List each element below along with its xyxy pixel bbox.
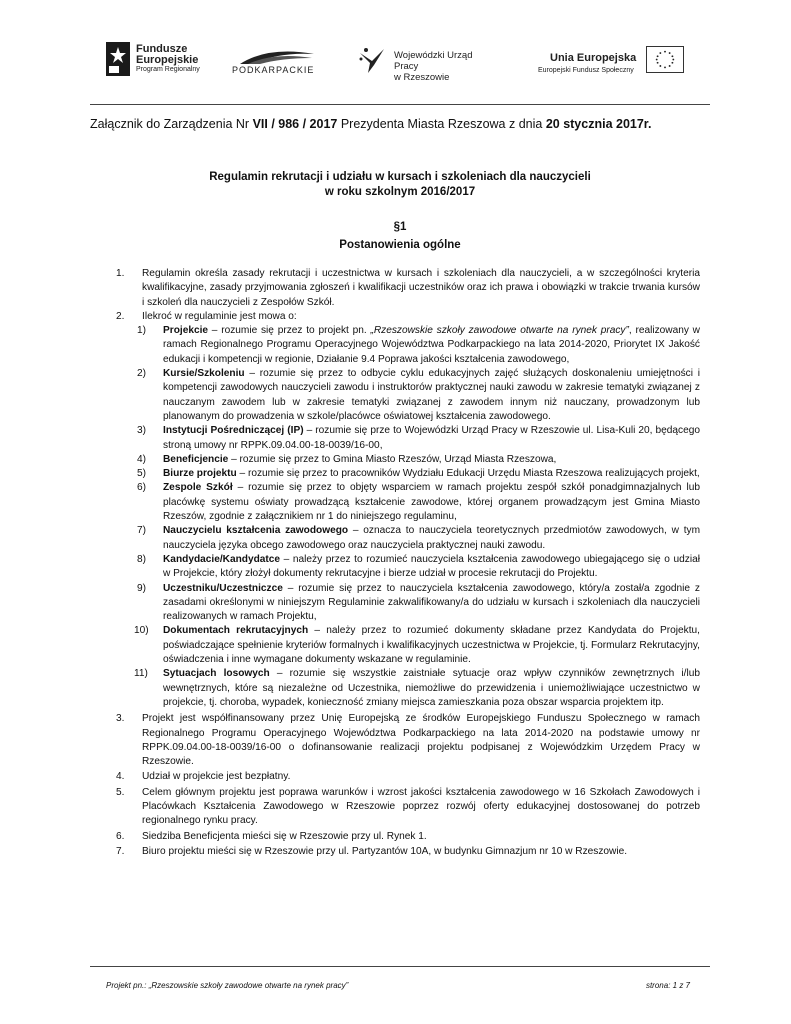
bird-icon [358,45,386,75]
header-logos [106,40,686,83]
fundusze-europejskie-logo [106,40,216,80]
footer-divider [90,966,710,967]
list-item: 6. Siedziba Beneficjenta mieści się w Rzeszowie przy ul. Rynek 1. [116,830,427,842]
section-heading: §1 Postanowienia ogólne [339,221,461,251]
document-title: Regulamin rekrutacji i udziału w kursach i szkoleniach dla nauczycieli w roku szkolnym 2016/2017 [209,171,591,198]
footer-project: Projekt pn.: „Rzeszowskie szkoły zawodowe otwarte na rynek pracy” [106,981,349,990]
header-divider [90,104,710,105]
definition-item: 5) Biurze projektu – rozumie się przez to pracowników Wydziału Edukacji Urzędu Miasta Rzeszowa realizujących projekt, [137,468,700,480]
footer-page-number: strona: 1 z 7 [645,981,690,990]
definition-item: 4) Beneficjencie – rozumie się przez to Gmina Miasto Rzeszów, Urząd Miasta Rzeszowa, [137,453,557,465]
definition-item: 6) Zespole Szkół – rozumie się przez to objęty wsparciem w ramach projektu zespół szkół ponadgimnazjalnych lub placówkę systemu oświaty prowadzącą kształcenie zawodowe, której organem prowadzącym jest Gmina Miasto Rzeszów, zgodnie z załącznikiem nr 1 do niniejszego regulaminu, [137,482,700,523]
definition-item: 11) Sytuacjach losowych – rozumie się wszystkie zaistniałe sytuacje oraz wpływ czynników zewnętrznych i/lub wewnętrznych, które są niezależne od Uczestnika, niemożliwe do przewidzenia i uniemożliwiające uczestnictwo w projekcie, tj. choroba, wypadek, konieczność zmiany miejsca zamieszkania poza obszar wsparcia projektem itp. [134,668,700,708]
eu-flag-icon [646,46,684,73]
podkarpackie-logo [232,40,322,80]
ue-title: Unia Europejska [550,52,637,64]
podkarpackie-text: PODKARPACKIE [232,65,315,75]
definition-item: 1) Projekcie – rozumie się przez to projekt pn. „Rzeszowskie szkoły zawodowe otwarte na rynek pracy”, realizowany w ramach Regionalnego Programu Operacyjnego Województwa Podkarpackiego na lata 2014-2020, Priorytet IX Jakość edukacji i kompetencji w regionie, Działanie 9.4 Poprawa jakości kształcenia zawodowego, [137,325,700,365]
definition-item: 2) Kursie/Szkoleniu – rozumie się przez to odbycie cyklu edukacyjnych zajęć służących doskonaleniu umiejętności i kompetencji zawodowych nauczycieli zawodu i instruktorów praktycznej nauki zawodu w zakresie tematyki związanej z nauczanym zawodem lub w zakresie tematyki związanej z zawodem innym niż nauczany, prowadzonym lub planowanym do prowadzenia w szkole/placówce oświatowej kształcenia zawodowego. [137,368,700,422]
list-item: 2. Ilekroć w regulaminie jest mowa o: [116,310,297,322]
mountain-icon [238,44,316,66]
regulation-body [116,267,700,859]
list-item: 1. Regulamin określa zasady rekrutacji i uczestnictwa w kursach i szkoleniach dla nauczycieli, a w szczególności kryteria kwalifikacyjne, zasady przyjmowania zgłoszeń i kwalifikacji uczestników oraz ich prawa i obowiązki w trakcie trwania kursów i szkoleń dla nauczycieli z Zespołów Szkół. [116,268,700,308]
definition-item: 10) Dokumentach rekrutacyjnych – należy przez to rozumieć dokumenty składane przez Kandydata do Projektu, poświadczające spełnienie kryteriów formalnych i kwalifikacyjnych uczestnictwa w Projekcie, tj. Formularz Rekrutacyjny, oświadczenia i inne wymagane dokumenty wskazane w regulaminie. [134,625,700,666]
list-item: 7. Biuro projektu mieści się w Rzeszowie przy ul. Partyzantów 10A, w budynku Gimnazjum nr 10 w Rzeszowie. [116,845,628,857]
fe-title: Fundusze Europejskie [136,43,199,66]
list-item: 4. Udział w projekcie jest bezpłatny. [116,771,291,783]
ue-subtitle: Europejski Fundusz Społeczny [538,67,634,74]
fe-subtitle: Program Regionalny [136,66,200,73]
list-item: 5. Celem głównym projektu jest poprawa warunków i wzrost jakości kształcenia zawodowego w 16 Szkołach Zawodowych i Placówkach Kształcenia Zawodowego w Rzeszowie poprzez rozwój oferty edukacyjnej dostosowanej do potrzeb regionalnego rynku pracy. [116,786,700,827]
fe-star-icon [106,42,130,76]
definition-item: 8) Kandydacie/Kandydatce – należy przez to rozumieć nauczyciela kształcenia zawodowego ubiegającego się o udział w Projekcie, który złożył dokumenty rekrutacyjne i bierze udział w procesie rekrutacji do Projektu. [137,553,700,580]
annex-line: Załącznik do Zarządzenia Nr VII / 986 / 2017 Prezydenta Miasta Rzeszowa z dnia 20 stycznia 2017r. [90,117,652,131]
list-item: 3. Projekt jest współfinansowany przez Unię Europejską ze środków Europejskiego Funduszu Społecznego w ramach Regionalnego Programu Operacyjnego Województwa Podkarpackiego na lata 2014-2020 na podstawie umowy nr RPPK.09.04.00-18-0039/16-00 o dofinansowanie realizacji projektu podpisanej z Wojewódzkim Urzędem Pracy w Rzeszowie. [116,713,700,768]
definition-item: 7) Nauczycielu kształcenia zawodowego – oznacza to nauczyciela teoretycznych przedmiotów zawodowych, w tym nauczyciela języka obcego zawodowego oraz nauczyciela praktycznej nauki zawodu. [137,525,700,551]
wup-logo [358,40,498,83]
wup-text: Wojewódzki Urząd Pracy w Rzeszowie [394,50,473,83]
definition-item: 3) Instytucji Pośredniczącej (IP) – rozumie się prze to Wojewódzki Urząd Pracy w Rzeszowie ul. Lisa-Kuli 20, będącego stroną umowy nr RPPK.09.04.00-18-0039/16-00, [137,425,700,451]
ue-logo [538,40,690,80]
definition-item: 9) Uczestniku/Uczestniczce – rozumie się przez to nauczyciela kształcenia zawodowego, który/a został/a zgodnie z zasadami określonymi w niniejszym Regulaminie zakwalifikowany/a do udziału w kursach i szkoleniach dla nauczycieli realizowanych w ramach Projektu, [137,582,700,623]
